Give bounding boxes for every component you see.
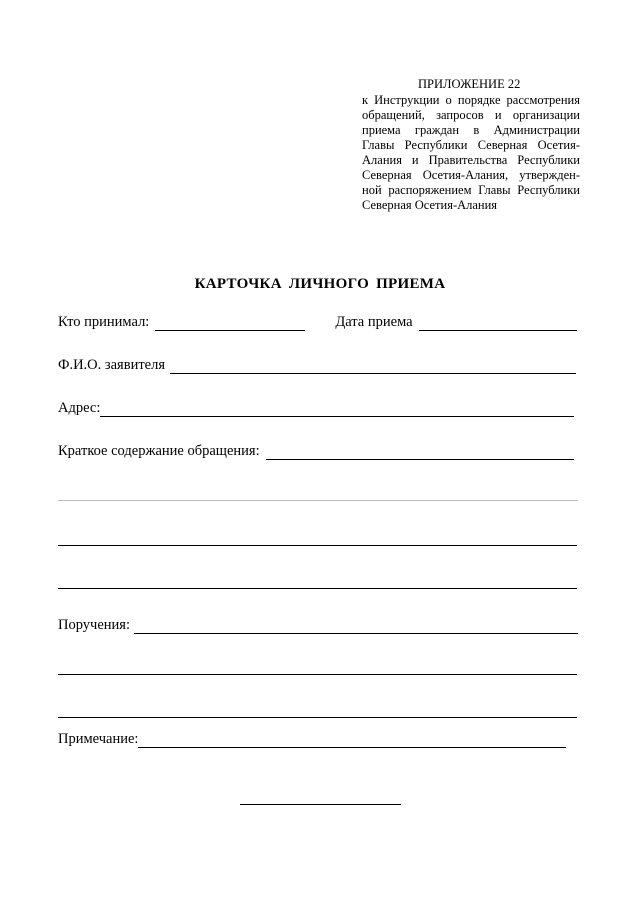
appendix-line: обращений, запросов и организации [362, 108, 580, 122]
note-field[interactable] [138, 733, 566, 748]
instructions-label: Поручения: [58, 617, 130, 633]
address-row [58, 399, 574, 417]
address-field[interactable] [100, 402, 574, 417]
note-row [58, 730, 566, 748]
received-row [58, 313, 577, 331]
applicant-name-field[interactable] [170, 359, 576, 374]
summary-continuation-line[interactable] [58, 588, 577, 589]
appendix-line: Алания и Правительства Республики [362, 153, 580, 167]
reception-date-label: Дата приема [335, 314, 413, 330]
instructions-continuation-line[interactable] [58, 717, 577, 718]
reception-date-field[interactable] [419, 316, 577, 331]
appendix-line: приема граждан в Администрации [362, 123, 580, 137]
summary-field[interactable] [266, 445, 574, 460]
appendix-line: Главы Республики Северная Осетия- [362, 138, 580, 152]
instructions-field[interactable] [134, 619, 578, 634]
appendix-reference-text [362, 93, 580, 213]
summary-label: Краткое содержание обращения: [58, 443, 260, 459]
received-by-label: Кто принимал: [58, 314, 150, 330]
summary-row [58, 442, 574, 460]
signature-line[interactable] [240, 804, 401, 805]
instructions-continuation-line[interactable] [58, 674, 577, 675]
appendix-line: к Инструкции о порядке рассмотрения [362, 93, 580, 107]
card-title: КАРТОЧКА ЛИЧНОГО ПРИЕМА [194, 276, 446, 292]
note-label: Примечание: [58, 731, 139, 747]
applicant-name-label: Ф.И.О. заявителя [58, 357, 166, 373]
address-label: Адрес: [58, 400, 101, 416]
appendix-title: ПРИЛОЖЕНИЕ 22 [418, 77, 521, 91]
instructions-row [58, 616, 578, 634]
appendix-line: ной распоряжением Главы Республики [362, 183, 580, 197]
appendix-line: Северная Осетия-Алания [362, 198, 498, 212]
appendix-line: Северная Осетия-Алания, утвержден- [362, 168, 580, 182]
summary-continuation-line[interactable] [58, 500, 578, 501]
received-by-field[interactable] [155, 316, 305, 331]
summary-continuation-line[interactable] [58, 545, 577, 546]
applicant-row [58, 356, 576, 374]
